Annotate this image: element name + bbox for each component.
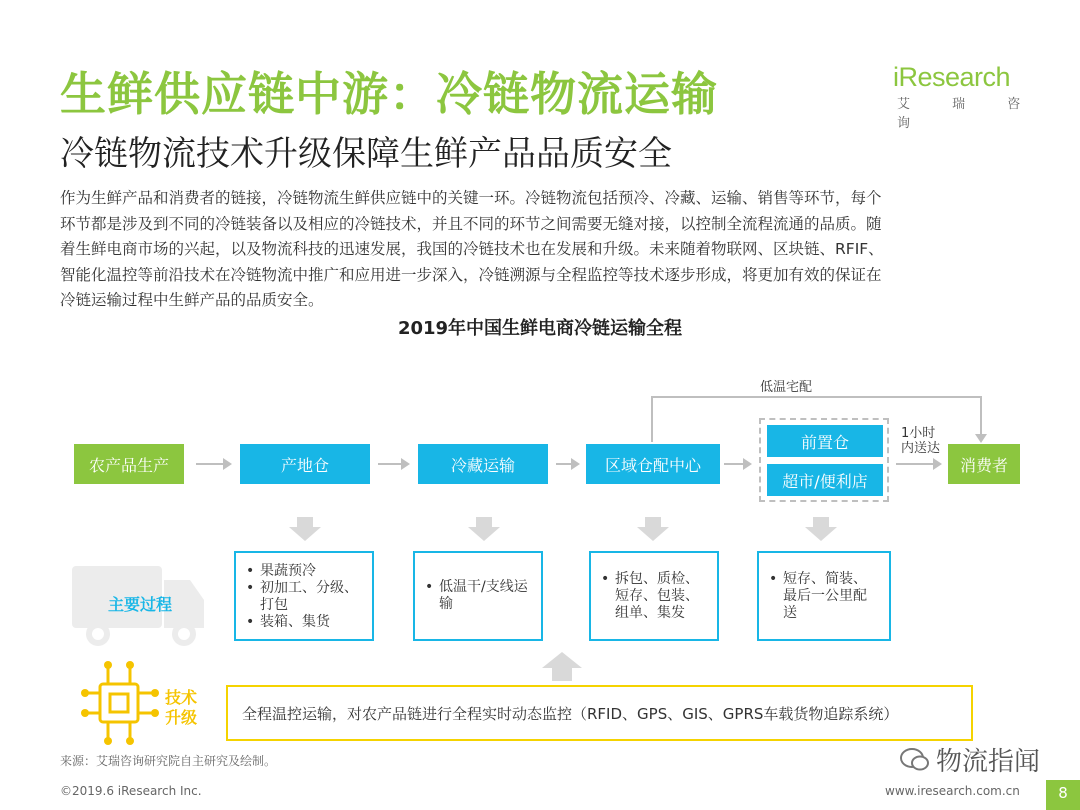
one-hour-line2: 内送达: [901, 441, 941, 456]
page-number: 8: [1046, 780, 1080, 810]
node-consumer: 消费者: [948, 444, 1020, 484]
chip-icon: [88, 668, 152, 738]
wechat-name: 物流指闻: [936, 747, 1041, 777]
process-box-regional: [589, 551, 719, 641]
tech-label: 技术升级: [165, 688, 198, 727]
process-item: • 果蔬预冷: [260, 563, 364, 580]
intro-line: 环节都是涉及到不同的冷链装备以及相应的冷链技术，并且不同的环节之间需要无缝对接，以控制全流程流通的品质。随: [60, 214, 882, 233]
down-arrow-3: [637, 517, 669, 541]
node-cold-transport: 冷藏运输: [418, 444, 548, 484]
low-temp-delivery-label: 低温宅配: [760, 380, 813, 395]
node-front-warehouse: 前置仓: [767, 425, 883, 457]
process-box-retail: [757, 551, 891, 641]
page-subtitle: 冷链物流技术升级保障生鲜产品品质安全: [60, 134, 672, 174]
intro-line: 着生鲜电商市场的兴起，以及物流科技的迅速发展，我国的冷链技术也在发展和升级。未来随着物联网、区块链、RFIF、: [60, 240, 884, 258]
process-box-origin: [234, 551, 374, 641]
node-producer: 农产品生产: [74, 444, 184, 484]
tech-box: [226, 685, 973, 741]
process-item: • 短存、简装、最后一公里配送: [783, 571, 879, 622]
wechat-icon: [900, 747, 930, 773]
node-regional-center: 区域仓配中心: [586, 444, 720, 484]
node-origin-warehouse: 产地仓: [240, 444, 370, 484]
one-hour-line1: 1小时: [901, 426, 936, 441]
intro-line: 智能化温控等前沿技术在冷链物流中推广和应用进一步深入，冷链溯源与全程监控等技术逐步形成，将更加有效的保证在: [60, 265, 882, 284]
node-supermarket: 超市/便利店: [767, 464, 883, 496]
up-arrow-tech: [542, 652, 582, 681]
down-arrow-1: [289, 517, 321, 541]
website: www.iresearch.com.cn: [885, 784, 1020, 798]
process-box-transport: [413, 551, 543, 641]
process-item: • 拆包、质检、短存、包装、组单、集发: [615, 571, 711, 622]
logo-sub: 艾 瑞 咨 询: [897, 97, 1040, 131]
process-item: • 初加工、分级、打包: [260, 580, 364, 614]
intro-line: 作为生鲜产品和消费者的链接，冷链物流生鲜供应链中的关键一环。冷链物流包括预冷、冷藏、运输、销售等环节，每个: [60, 189, 882, 207]
wechat-watermark: [900, 741, 1040, 778]
main-process-label: 主要过程: [108, 595, 173, 614]
source-note: 来源：艾瑞咨询研究院自主研究及绘制。: [60, 754, 277, 768]
process-item: • 装箱、集货: [260, 614, 364, 631]
down-arrow-4: [805, 517, 837, 541]
copyright: ©2019.6 iResearch Inc.: [60, 784, 202, 798]
page-title: 生鲜供应链中游：冷链物流运输: [60, 67, 718, 121]
diagram-title: 2019年中国生鲜电商冷链运输全程: [397, 318, 683, 339]
down-arrow-2: [468, 517, 500, 541]
process-item: • 低温干/支线运输: [439, 579, 529, 613]
chip-pins: [81, 661, 159, 745]
tech-text: 全程温控运输，对农产品链进行全程实时动态监控（RFID、GPS、GIS、GPRS车载货物追踪系统）: [242, 704, 899, 723]
logo-word: iResearch: [893, 62, 1011, 92]
intro-line: 冷链运输过程中生鲜产品的品质安全。: [60, 291, 324, 309]
